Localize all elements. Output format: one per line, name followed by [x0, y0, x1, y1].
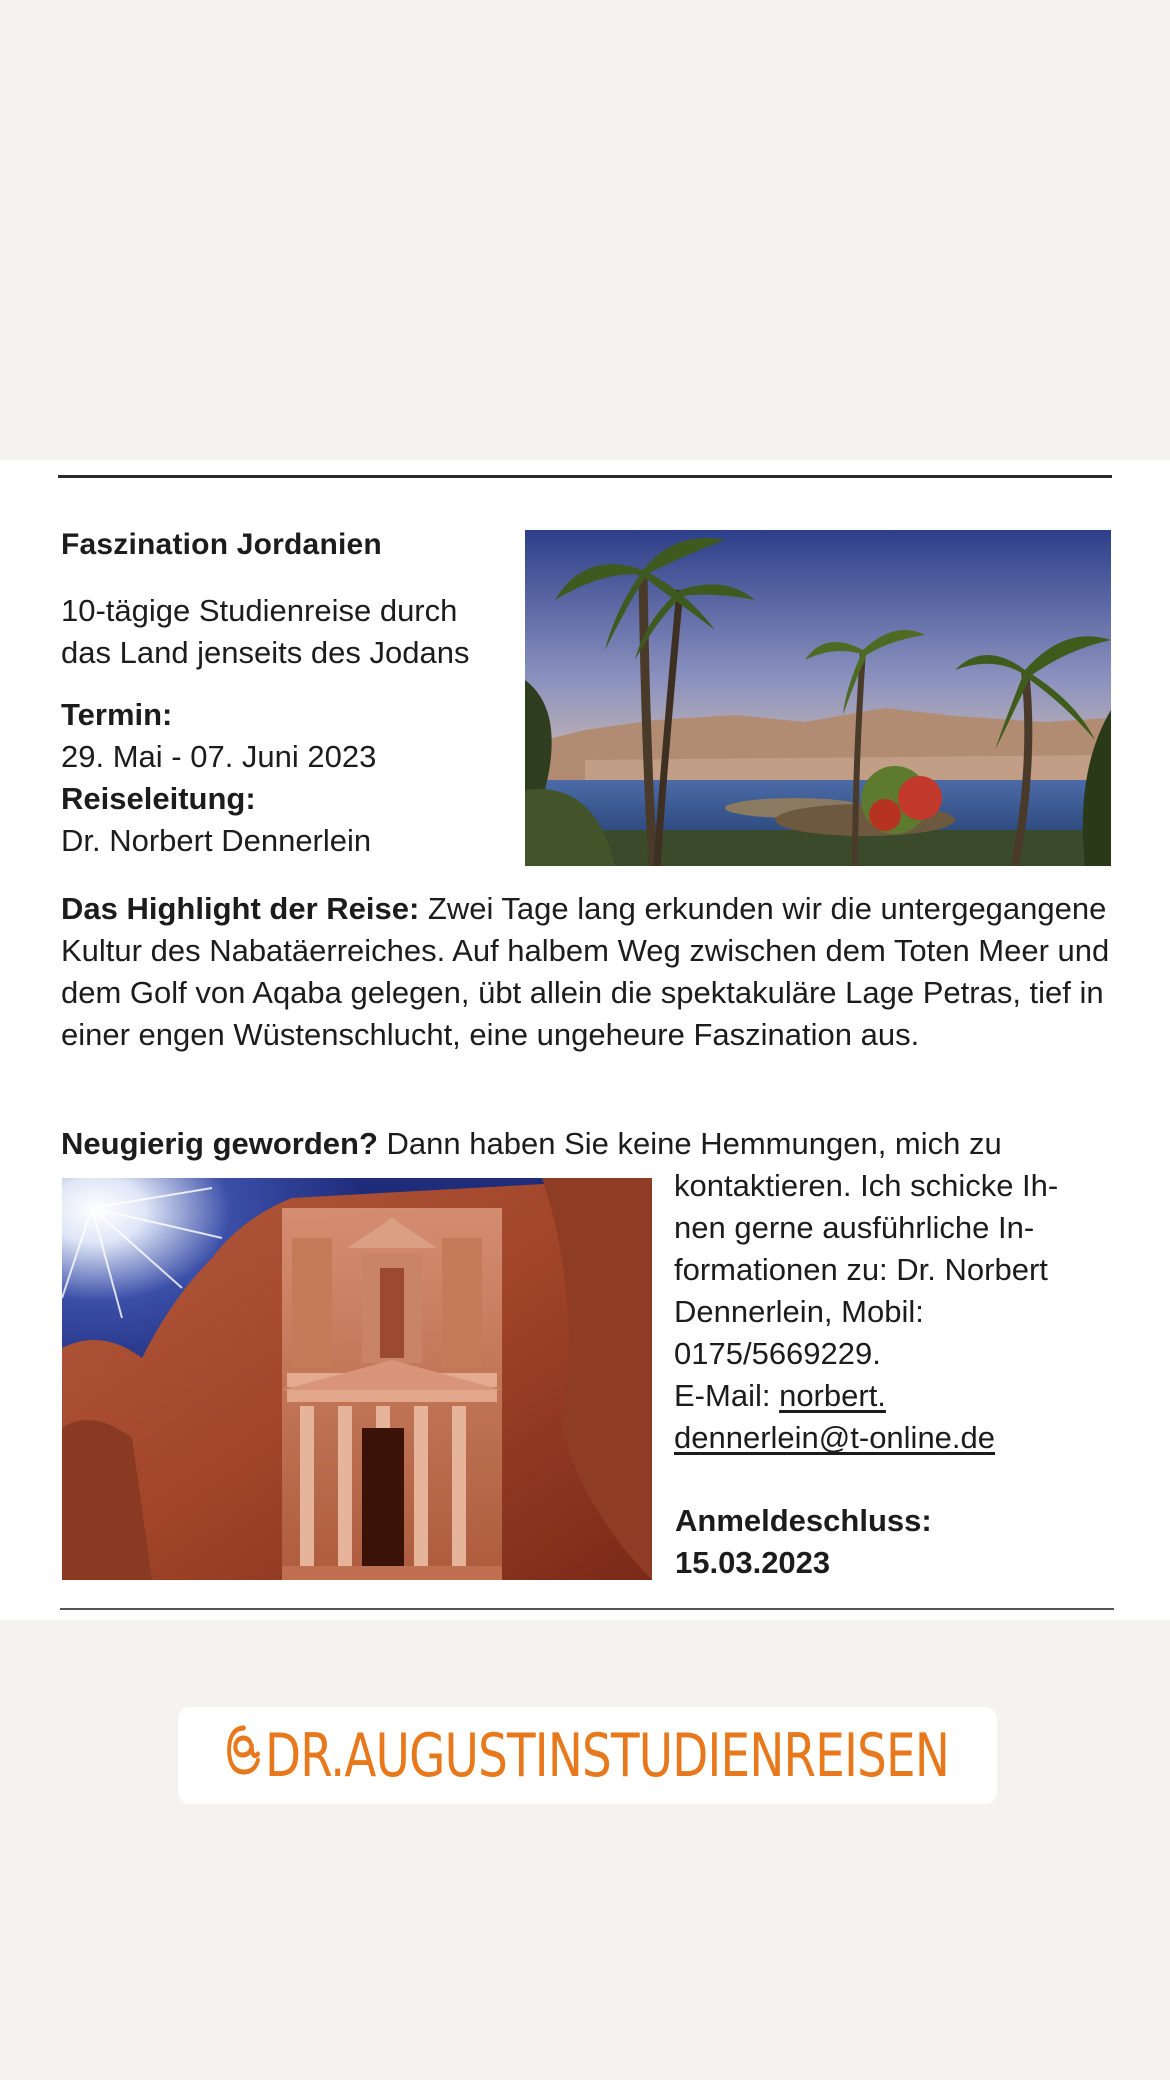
email-prefix: E-Mail:: [674, 1378, 780, 1413]
handle-label-row: [226, 1721, 949, 1791]
contact-line-1: kontaktieren. Ich schicke Ih-: [674, 1168, 1059, 1203]
flyer-subtitle: [61, 590, 531, 674]
bottom-divider: [60, 1608, 1114, 1610]
email-line-2: [674, 1417, 1124, 1459]
contact-line-2: nen gerne ausführliche In-: [674, 1210, 1035, 1245]
handle-text: DR.AUGUSTINSTUDIENREISEN: [264, 1720, 950, 1791]
contact-line-3: formationen zu: Dr. Norbert: [674, 1252, 1048, 1287]
termin-value: 29. Mai - 07. Juni 2023: [61, 739, 377, 774]
highlight-label: Das Highlight der Reise:: [61, 891, 420, 926]
leitung-label: Reiseleitung:: [61, 781, 256, 816]
leitung-value: Dr. Norbert Dennerlein: [61, 823, 372, 858]
contact-line-5: 0175/5669229.: [674, 1336, 881, 1371]
contact-block: [674, 1165, 1124, 1459]
highlight-paragraph: [61, 888, 1121, 1056]
threads-handle-sticker[interactable]: [178, 1707, 997, 1804]
flyer-title: Faszination Jordanien: [61, 528, 382, 561]
top-divider: [58, 475, 1112, 478]
deadline-block: [675, 1500, 932, 1584]
contact-line-4: Dennerlein, Mobil:: [674, 1294, 924, 1329]
deadline-value: 15.03.2023: [675, 1545, 831, 1580]
flyer-scan: [0, 460, 1170, 1620]
petra-photo: [62, 1178, 652, 1580]
email-link-part-2[interactable]: dennerlein@t-online.de: [674, 1420, 996, 1455]
highlight-text: Zwei Tage lang erkunden wir die untergegangene Kultur des Nabatäerreiches. Auf halbem Weg zwischen dem Toten Meer und dem Golf von Aqaba gelegen, übt allein die spektakuläre Lage Petras, tief in einer engen Wüstenschlucht, eine ungeheure Faszination aus.: [61, 891, 1110, 1052]
email-link-part-1[interactable]: norbert.: [779, 1378, 886, 1413]
aqaba-photo: [525, 530, 1111, 866]
curious-text: Dann haben Sie keine Hemmungen, mich zu: [377, 1126, 1002, 1161]
curious-line: [61, 1123, 1141, 1165]
email-line: [674, 1375, 1124, 1417]
subtitle-line-2: das Land jenseits des Jodans: [61, 635, 470, 670]
termin-label: Termin:: [61, 697, 173, 732]
deadline-label: Anmeldeschluss:: [675, 1503, 932, 1538]
trip-details: [61, 694, 531, 862]
curious-label: Neugierig geworden?: [61, 1126, 378, 1161]
threads-icon: [226, 1721, 262, 1791]
subtitle-line-1: 10-tägige Studienreise durch: [61, 593, 458, 628]
